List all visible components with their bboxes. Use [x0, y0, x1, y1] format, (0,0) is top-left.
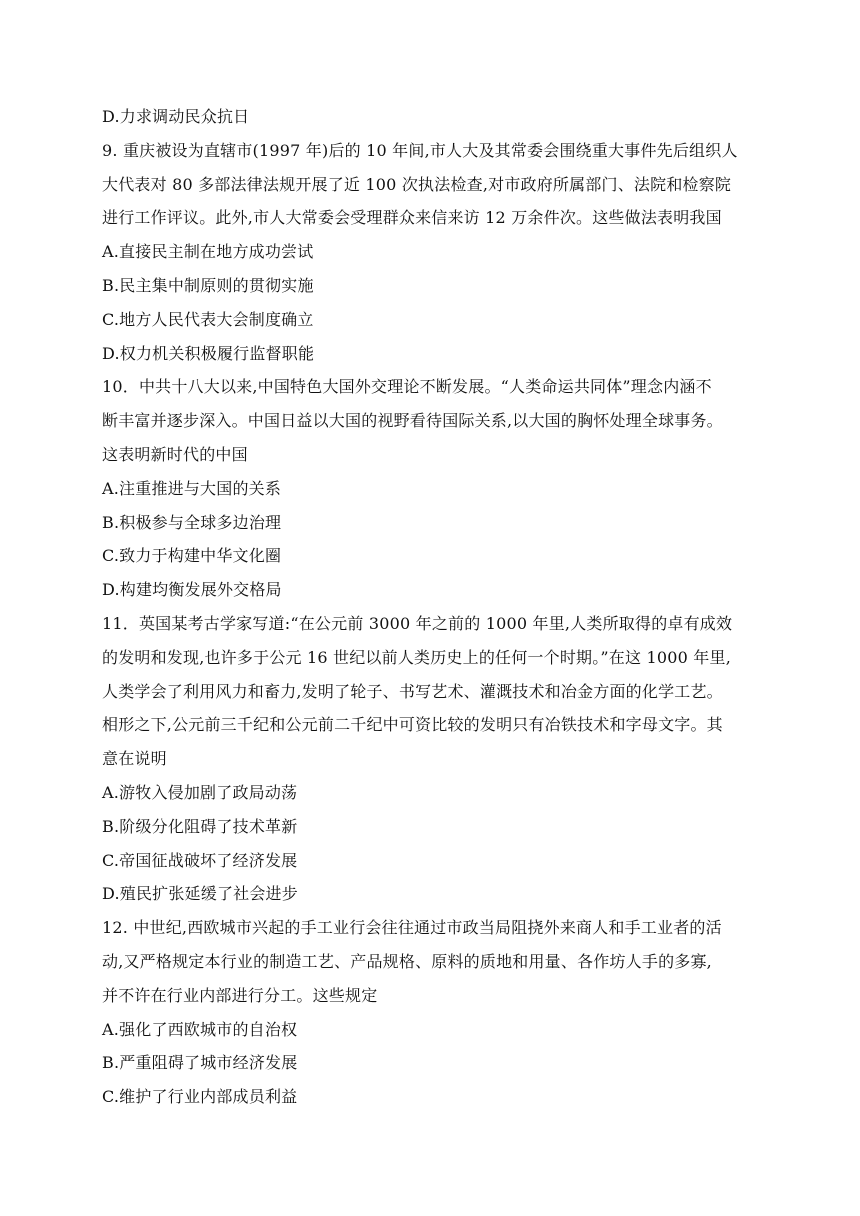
question-9-option-d: D.权力机关积极履行监督职能	[102, 343, 315, 363]
question-9-stem-line-2: 大代表对 80 多部法律法规开展了近 100 次执法检查,对市政府所属部门、法院和检察院	[102, 174, 732, 194]
question-10-option-c: C.致力于构建中华文化圈	[102, 546, 282, 566]
question-9-stem-line-1: 9. 重庆被设为直辖市(1997 年)后的 10 年间,市人大及其常委会围绕重大事件先后组织人	[102, 140, 738, 160]
question-10-stem-line-1: 10．中共十八大以来,中国特色大国外交理论不断发展。“人类命运共同体”理念内涵不	[102, 377, 712, 397]
question-9-option-c: C.地方人民代表大会制度确立	[102, 309, 314, 329]
question-12	[102, 911, 764, 1114]
exam-page	[102, 100, 764, 1114]
question-11-stem-line-1: 11．英国某考古学家写道:“在公元前 3000 年之前的 1000 年里,人类所取得的卓有成效	[102, 613, 733, 633]
question-12-option-a: A.强化了西欧城市的自治权	[102, 1019, 298, 1039]
question-11-option-a: A.游牧入侵加剧了政局动荡	[102, 782, 298, 802]
question-11-option-d: D.殖民扩张延缓了社会进步	[102, 884, 298, 904]
question-12-stem-line-2: 动,又严格规定本行业的制造工艺、产品规格、原料的质地和用量、各作坊人手的多寡,	[102, 951, 712, 971]
option-d-q8: D.力求调动民众抗日	[102, 107, 250, 126]
question-11-stem-line-5: 意在说明	[102, 749, 167, 769]
question-11-option-c: C.帝国征战破坏了经济发展	[102, 850, 298, 870]
question-10-option-a: A.注重推进与大国的关系	[102, 478, 282, 498]
question-11-stem-line-3: 人类学会了利用风力和畜力,发明了轮子、书写艺术、灌溉技术和冶金方面的化学工艺。	[102, 681, 723, 701]
question-12-option-c: C.维护了行业内部成员利益	[102, 1087, 298, 1107]
question-12-option-b: B.严重阻碍了城市经济发展	[102, 1053, 298, 1073]
question-12-stem-line-3: 并不许在行业内部进行分工。这些规定	[102, 985, 378, 1005]
question-9	[102, 134, 764, 371]
question-10-option-b: B.积极参与全球多边治理	[102, 512, 282, 532]
question-10-stem-line-2: 断丰富并逐步深入。中国日益以大国的视野看待国际关系,以大国的胸怀处理全球事务。	[102, 411, 723, 431]
question-11	[102, 607, 764, 911]
question-11-option-b: B.阶级分化阻碍了技术革新	[102, 816, 298, 836]
question-9-stem-line-3: 进行工作评议。此外,市人大常委会受理群众来信来访 12 万余件次。这些做法表明我国	[102, 208, 722, 228]
question-9-option-b: B.民主集中制原则的贯彻实施	[102, 275, 314, 295]
question-11-stem-line-2: 的发明和发现,也许多于公元 16 世纪以前人类历史上的任何一个时期。”在这 1000 年里,	[102, 647, 731, 667]
question-9-option-a: A.直接民主制在地方成功尝试	[102, 242, 314, 262]
question-11-stem-line-4: 相形之下,公元前三千纪和公元前二千纪中可资比较的发明只有冶铁技术和字母文字。其	[102, 715, 723, 735]
question-12-stem-line-1: 12. 中世纪,西欧城市兴起的手工业行会往往通过市政当局阻挠外来商人和手工业者的活	[102, 918, 722, 938]
question-10-option-d: D.构建均衡发展外交格局	[102, 580, 282, 600]
question-10	[102, 370, 764, 607]
question-10-stem-line-3: 这表明新时代的中国	[102, 444, 248, 464]
